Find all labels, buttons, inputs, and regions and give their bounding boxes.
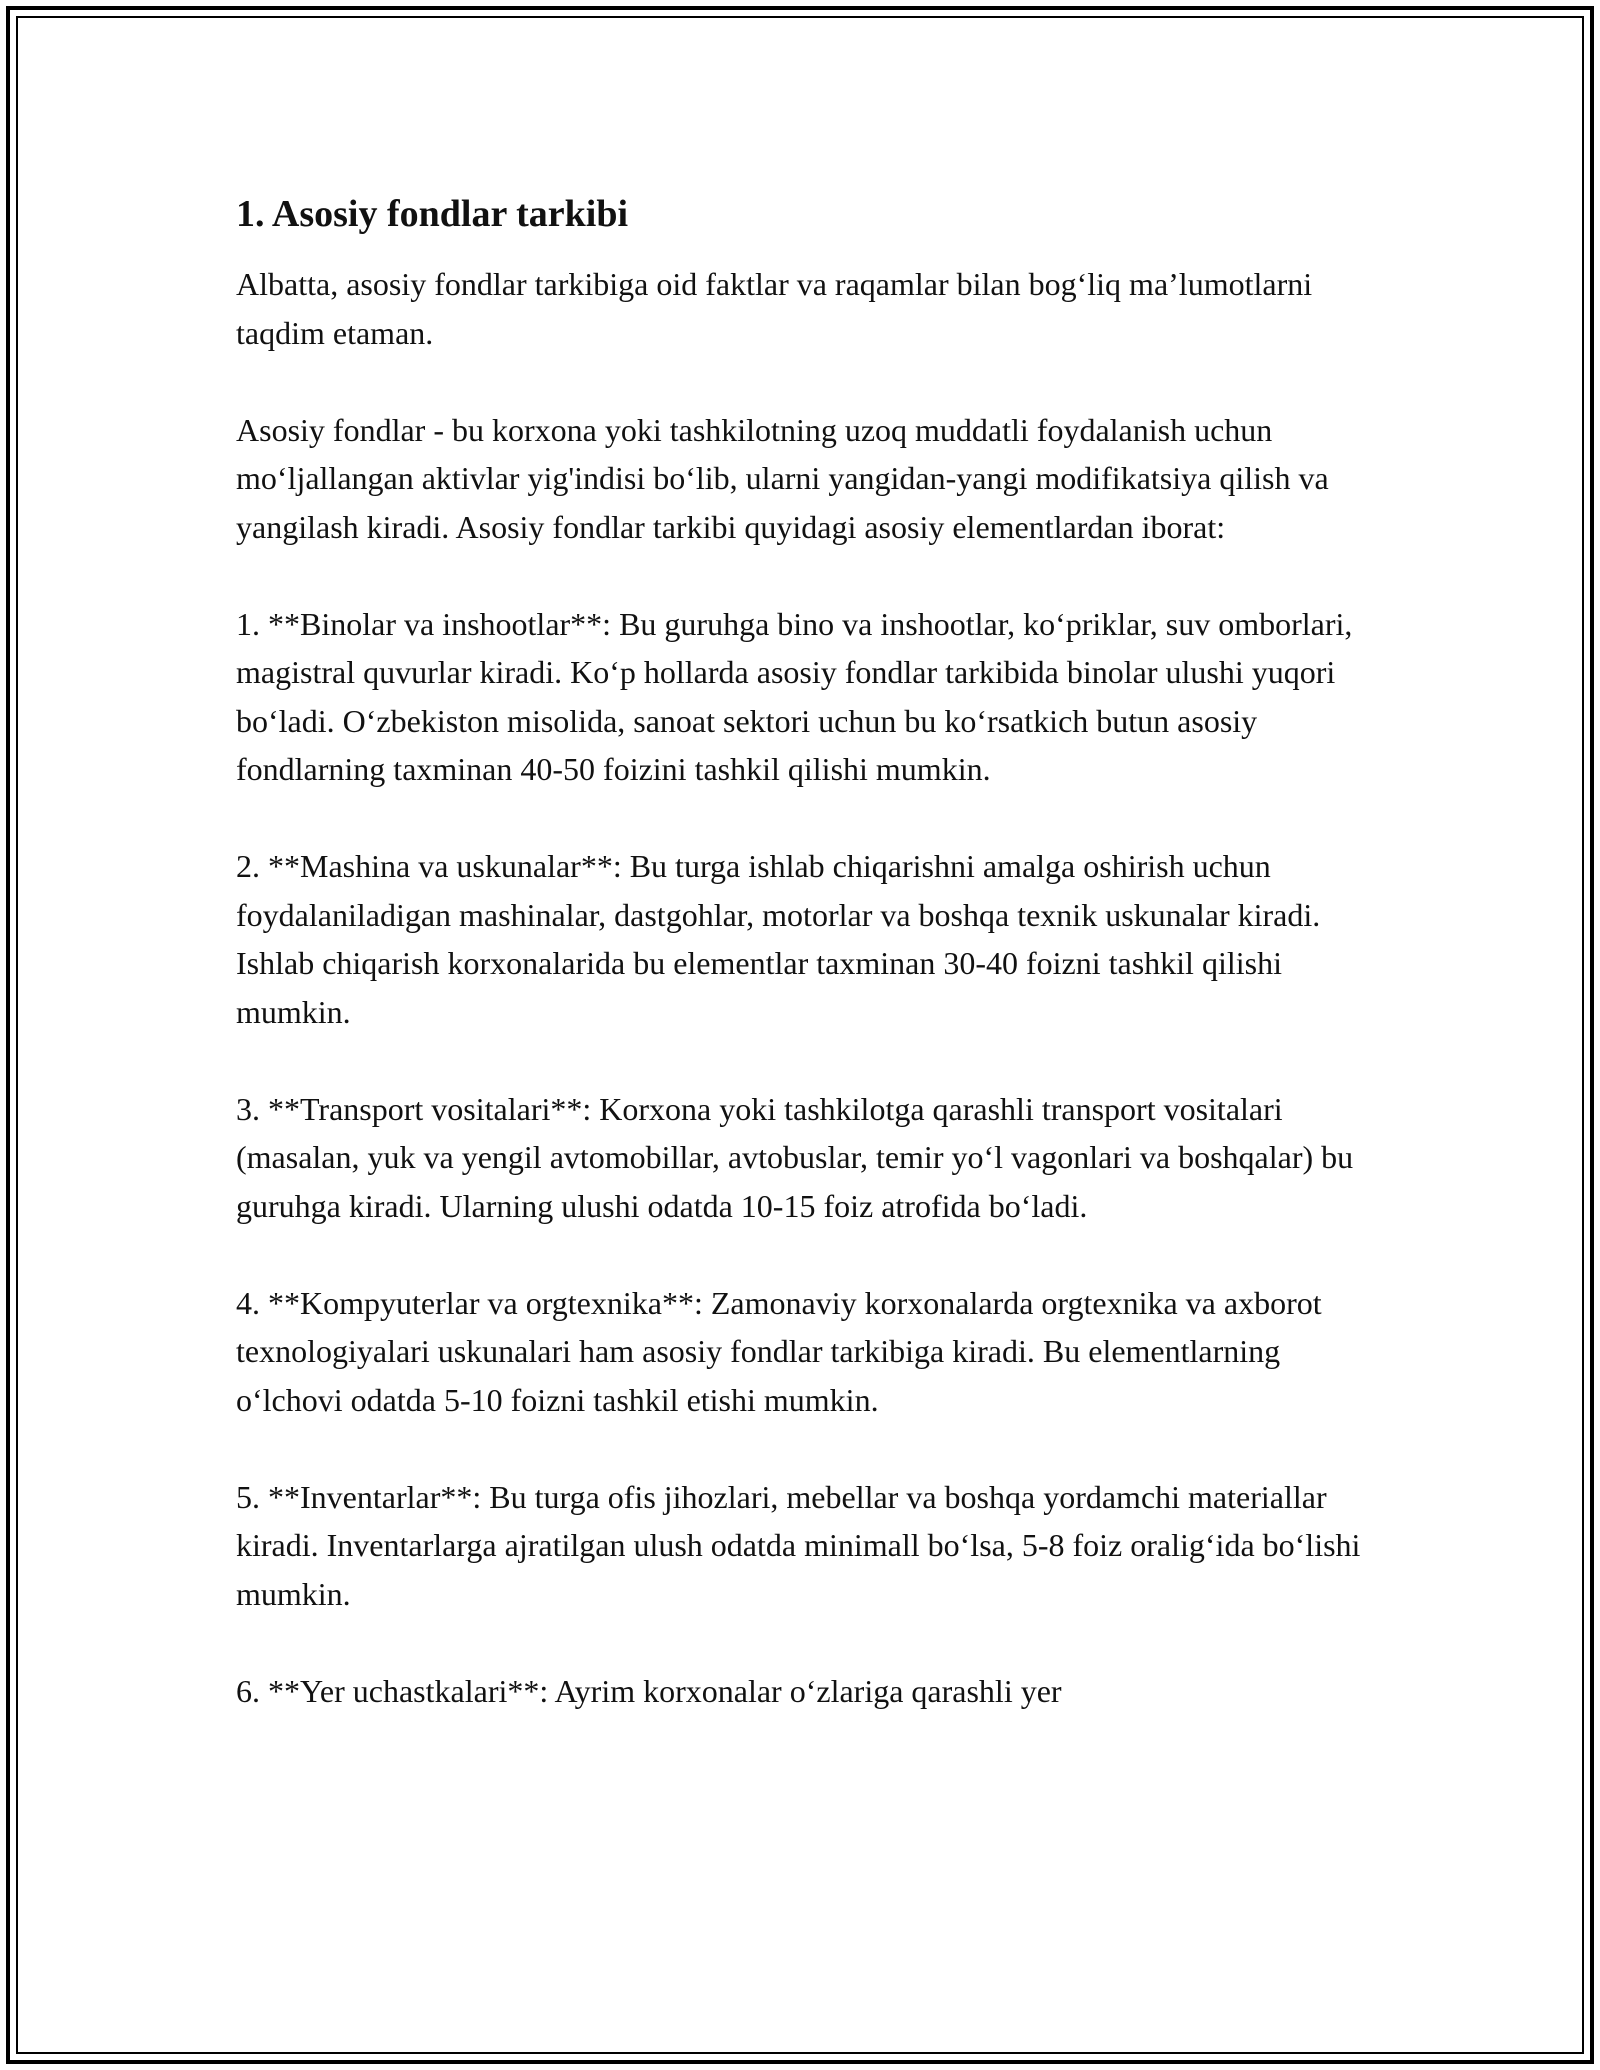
intro-paragraph: Albatta, asosiy fondlar tarkibiga oid faktlar va raqamlar bilan bog‘liq ma’lumotlarni taqdim etaman. bbox=[236, 266, 1313, 351]
list-item-inventory: 5. **Inventarlar**: Bu turga ofis jihozlari, mebellar va boshqa yordamchi materiallar kiradi. Inventarlarga ajratilgan ulush odatda minimall bo‘lsa, 5-8 foiz oralig‘ida bo‘lishi mumkin. bbox=[236, 1478, 1361, 1612]
list-item-transport: 3. **Transport vositalari**: Korxona yoki tashkilotga qarashli transport vositalari (masalan, yuk va yengil avtomobillar, avtobuslar, temir yo‘l vagonlari va boshqalar) bu guruhga kiradi. Ularning ulushi odatda 10-15 foiz atrofida bo‘ladi. bbox=[236, 1090, 1354, 1224]
list-item-buildings: 1. **Binolar va inshootlar**: Bu guruhga bino va inshootlar, ko‘priklar, suv omborlari, magistral quvurlar kiradi. Ko‘p hollarda asosiy fondlar tarkibida binolar ulushi yuqori bo‘ladi. O‘zbekiston misolida, sanoat sektori uchun bu ko‘rsatkich butun asosiy fondlarning taxminan 40-50 foizini tashkil qilishi mumkin. bbox=[236, 605, 1353, 787]
list-item-land: 6. **Yer uchastkalari**: Ayrim korxonalar o‘zlariga qarashli yer bbox=[236, 1672, 1062, 1709]
definition-paragraph: Asosiy fondlar - bu korxona yoki tashkilotning uzoq muddatli foydalanish uchun mo‘ljallangan aktivlar yig'indisi bo‘lib, ularni yangidan-yangi modifikatsiya qilish va yangilash kiradi. Asosiy fondlar tarkibi quyidagi asosiy elementlardan iborat: bbox=[236, 411, 1329, 545]
document-body bbox=[236, 190, 1376, 1764]
list-item-computers: 4. **Kompyuterlar va orgtexnika**: Zamonaviy korxonalarda orgtexnika va axborot texnologiyalari uskunalari ham asosiy fondlar tarkibiga kiradi. Bu elementlarning o‘lchovi odatda 5-10 foizni tashkil etishi mumkin. bbox=[236, 1284, 1322, 1418]
list-item-machinery: 2. **Mashina va uskunalar**: Bu turga ishlab chiqarishni amalga oshirish uchun foydalaniladigan mashinalar, dastgohlar, motorlar va boshqa texnik uskunalar kiradi. Ishlab chiqarish korxonalarida bu elementlar taxminan 30-40 foizni tashkil qilishi mumkin. bbox=[236, 848, 1321, 1030]
page-title: 1. Asosiy fondlar tarkibi bbox=[236, 193, 629, 235]
